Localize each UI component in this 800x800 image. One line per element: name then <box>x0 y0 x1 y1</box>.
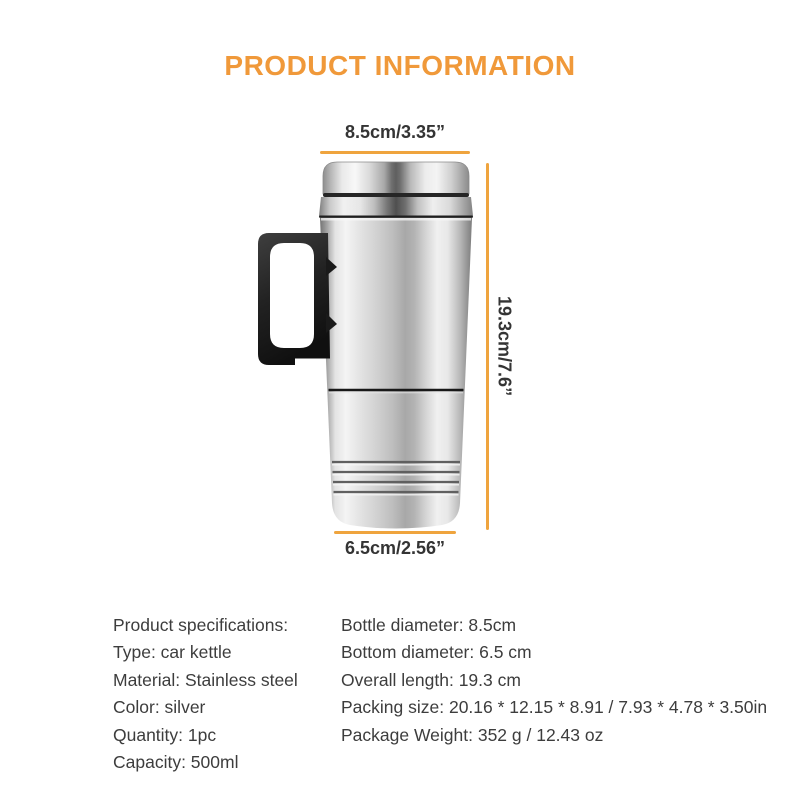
spec-item: Color: silver <box>113 697 206 718</box>
spec-item: Quantity: 1pc <box>113 724 217 745</box>
spec-item: Overall length: 19.3 cm <box>341 669 521 690</box>
spec-item: Bottom diameter: 6.5 cm <box>341 642 532 663</box>
bottom-dimension-line <box>334 531 456 534</box>
spec-item: Product specifications: <box>113 615 289 635</box>
bottom-diameter-label: 6.5cm/2.56” <box>344 538 446 558</box>
spec-item: Bottle diameter: 8.5cm <box>341 615 517 635</box>
product-image <box>240 155 500 540</box>
spec-item: Material: Stainless steel <box>113 669 298 690</box>
mug-handle <box>258 233 337 365</box>
height-dimension-line <box>486 163 489 530</box>
spec-item: Packing size: 20.16 * 12.15 * 8.91 / 7.93 * 4.78 * 3.50in <box>341 697 768 718</box>
spec-item: Capacity: 500ml <box>113 752 239 773</box>
spec-item: Package Weight: 352 g / 12.43 oz <box>341 724 604 745</box>
mug-body <box>320 218 472 529</box>
height-label: 19.3cm/7.6” <box>494 296 515 397</box>
top-dimension-line <box>320 151 470 154</box>
page-title: PRODUCT INFORMATION <box>224 50 576 81</box>
spec-item: Type: car kettle <box>113 642 232 663</box>
mug-lid <box>319 162 473 218</box>
product-specs-right-column <box>341 612 767 749</box>
top-diameter-label: 8.5cm/3.35” <box>344 122 446 142</box>
product-specs-left-column <box>113 612 298 776</box>
